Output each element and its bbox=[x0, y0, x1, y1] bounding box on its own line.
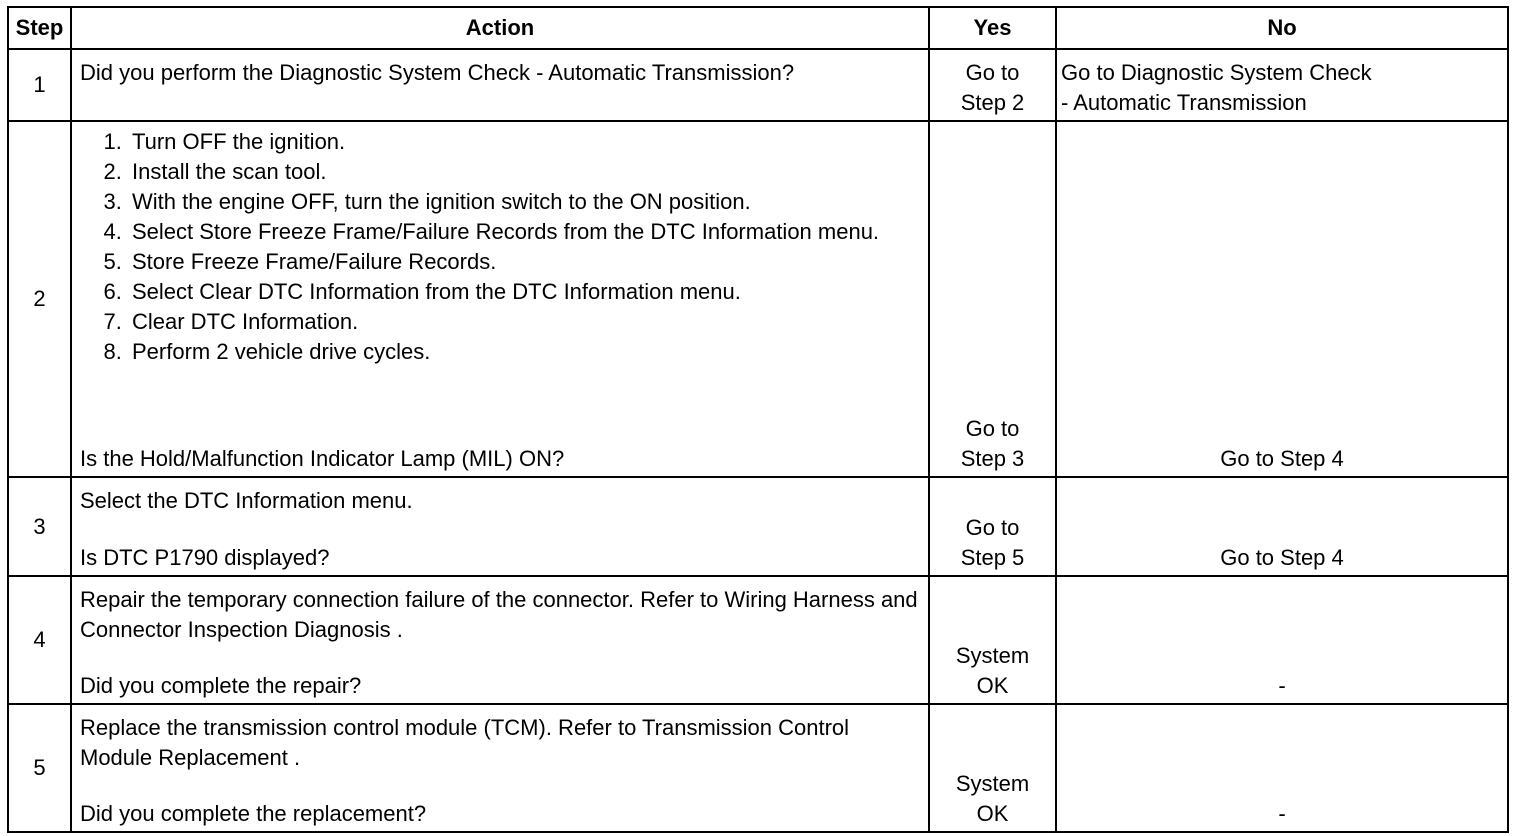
yes-line: Go to bbox=[965, 515, 1020, 540]
yes-cell bbox=[929, 121, 1056, 477]
yes-line: Step 5 bbox=[960, 545, 1025, 570]
no-link-line[interactable]: Go to Diagnostic System Check bbox=[1061, 60, 1372, 85]
procedure-step: 7. Clear DTC Information. bbox=[128, 307, 920, 337]
yes-line: OK bbox=[976, 801, 1009, 826]
procedure-list bbox=[80, 127, 920, 367]
table-row bbox=[8, 477, 1508, 576]
table-row bbox=[8, 704, 1508, 832]
action-cell bbox=[71, 576, 929, 704]
header-action: Action bbox=[71, 7, 929, 49]
action-text: Repair the temporary connection failure of the connector. Refer to Wiring Harness and Connector Inspection Diagnosis . bbox=[80, 587, 918, 642]
no-text: Go to Step 4 bbox=[1220, 545, 1344, 570]
no-text: Go to Step 4 bbox=[1220, 446, 1344, 471]
action-text: Select the DTC Information menu. bbox=[80, 488, 413, 513]
header-row bbox=[8, 7, 1508, 49]
header-step: Step bbox=[8, 7, 71, 49]
action-text: Did you perform the Diagnostic System Check - Automatic Transmission? bbox=[80, 60, 795, 85]
question-text: Did you complete the repair? bbox=[80, 673, 362, 698]
no-cell bbox=[1056, 49, 1508, 121]
yes-line: System bbox=[955, 771, 1030, 796]
table-row bbox=[8, 49, 1508, 121]
procedure-step: 8. Perform 2 vehicle drive cycles. bbox=[128, 337, 920, 367]
no-cell bbox=[1056, 576, 1508, 704]
no-cell bbox=[1056, 477, 1508, 576]
yes-line: OK bbox=[976, 673, 1009, 698]
yes-line: Step 2 bbox=[960, 90, 1025, 115]
procedure-step: 2. Install the scan tool. bbox=[128, 157, 920, 187]
question-text: Is DTC P1790 displayed? bbox=[80, 545, 330, 570]
procedure-step: 6. Select Clear DTC Information from the DTC Information menu. bbox=[128, 277, 920, 307]
action-cell bbox=[71, 477, 929, 576]
no-link-line[interactable]: - Automatic Transmission bbox=[1061, 90, 1307, 115]
yes-line: Go to bbox=[965, 60, 1020, 85]
action-cell bbox=[71, 704, 929, 832]
step-number: 3 bbox=[8, 477, 71, 576]
yes-line: Go to bbox=[965, 416, 1020, 441]
yes-line: System bbox=[955, 643, 1030, 668]
yes-cell bbox=[929, 576, 1056, 704]
action-text: Replace the transmission control module (TCM). Refer to Transmission Control Module Replacement . bbox=[80, 715, 850, 770]
action-cell bbox=[71, 121, 929, 477]
diagnostic-table bbox=[7, 6, 1509, 833]
table-row bbox=[8, 121, 1508, 477]
step-number: 5 bbox=[8, 704, 71, 832]
step-number: 1 bbox=[8, 49, 71, 121]
no-text: - bbox=[1278, 673, 1286, 698]
header-no: No bbox=[1056, 7, 1508, 49]
yes-cell bbox=[929, 704, 1056, 832]
no-cell bbox=[1056, 704, 1508, 832]
question-text: Did you complete the replacement? bbox=[80, 801, 427, 826]
action-cell bbox=[71, 49, 929, 121]
header-yes: Yes bbox=[929, 7, 1056, 49]
no-text: - bbox=[1278, 801, 1286, 826]
procedure-step: 1. Turn OFF the ignition. bbox=[128, 127, 920, 157]
procedure-step: 3. With the engine OFF, turn the ignition switch to the ON position. bbox=[128, 187, 920, 217]
question-text: Is the Hold/Malfunction Indicator Lamp (MIL) ON? bbox=[80, 446, 565, 471]
no-cell bbox=[1056, 121, 1508, 477]
yes-line: Step 3 bbox=[960, 446, 1025, 471]
yes-cell bbox=[929, 49, 1056, 121]
yes-cell bbox=[929, 477, 1056, 576]
step-number: 2 bbox=[8, 121, 71, 477]
step-number: 4 bbox=[8, 576, 71, 704]
table-row bbox=[8, 576, 1508, 704]
procedure-step: 5. Store Freeze Frame/Failure Records. bbox=[128, 247, 920, 277]
procedure-step: 4. Select Store Freeze Frame/Failure Records from the DTC Information menu. bbox=[128, 217, 920, 247]
